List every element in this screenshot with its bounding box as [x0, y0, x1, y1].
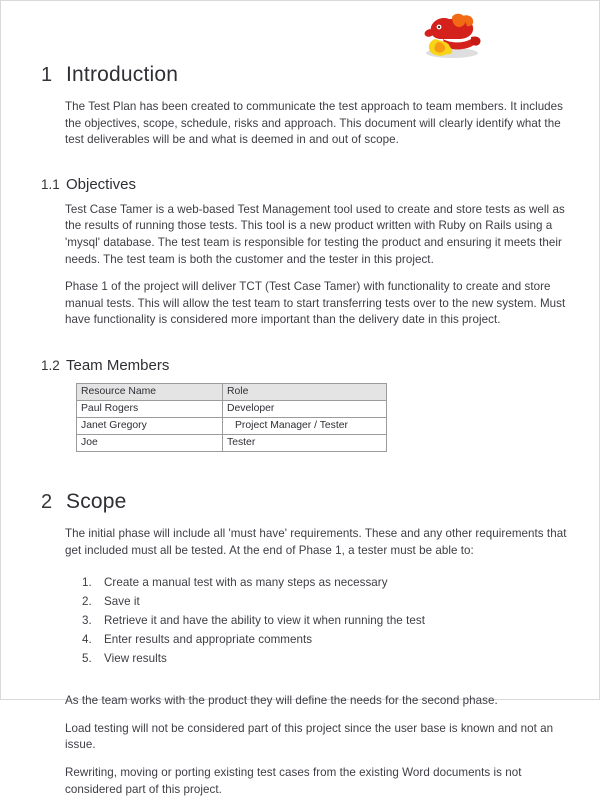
- list-item: Save it: [104, 595, 140, 609]
- paragraph: Phase 1 of the project will deliver TCT (Test Case Tamer) with functionality to create and store manual tests. This will allow the test team to start transferring tests over to the new system. Must have functionality is considered more important than the delivery date in this project.: [65, 280, 566, 327]
- list-item: Enter results and appropriate comments: [104, 633, 313, 647]
- team-members-table: [76, 383, 387, 452]
- table-column-header-role: Role: [223, 383, 387, 400]
- heading-text: Objectives: [66, 175, 137, 193]
- table-column-header-resource-name: Resource Name: [77, 383, 223, 400]
- table-row: [77, 434, 387, 451]
- heading-text: Scope: [66, 489, 127, 513]
- document-body: [41, 63, 569, 798]
- list-item: Retrieve it and have the ability to view it when running the test: [104, 614, 425, 628]
- heading-text: Introduction: [66, 63, 179, 86]
- heading-number: 1.2: [41, 357, 60, 373]
- section-introduction: [41, 63, 569, 149]
- table-row: [77, 400, 387, 417]
- introduction-text: [41, 99, 569, 149]
- paragraph: The initial phase will include all 'must have' requirements. These and any other requirements that get included must all be tested. At the end of Phase 1, a tester must be able to:: [65, 526, 567, 557]
- table-header-row: [77, 383, 387, 400]
- dragon-logo-icon: [419, 13, 485, 59]
- team-members-table-wrapper: [41, 383, 569, 452]
- scope-text: [41, 526, 569, 559]
- paragraph: As the team works with the product they will define the needs for the second phase.: [65, 694, 498, 708]
- heading-1-1-objectives: [41, 176, 569, 193]
- heading-number: 1: [41, 64, 53, 86]
- paragraph: Rewriting, moving or porting existing test cases from the existing Word documents is not considered part of this project.: [65, 765, 522, 796]
- table-cell-role: Project Manager / Tester: [223, 417, 387, 434]
- heading-number: 1.1: [41, 176, 60, 192]
- paragraph: Load testing will not be considered part of this project since the user base is known and not an issue.: [65, 721, 554, 752]
- table-row: [77, 417, 387, 434]
- list-item: Create a manual test with as many steps as necessary: [104, 576, 388, 590]
- heading-text: Team Members: [66, 356, 170, 374]
- list-item: View results: [104, 652, 167, 666]
- section-team-members: [41, 357, 569, 452]
- table-cell-resource-name: Janet Gregory: [77, 417, 223, 434]
- table-cell-role: Developer: [223, 400, 387, 417]
- table-cell-resource-name: Paul Rogers: [77, 400, 223, 417]
- heading-number: 2: [41, 490, 53, 513]
- paragraph: Test Case Tamer is a web-based Test Management tool used to create and store tests as well as the results of running those tests. This tool is a new product written with Ruby on Rails using a 'mysql' database. The test team is responsible for testing the product and ensuring it meets their needs. The test team is both the customer and the tester in this project.: [65, 202, 565, 266]
- paragraph: The Test Plan has been created to communicate the test approach to team members. It includes the objectives, scope, schedule, risks and approach. This document will clearly identify what the test deliverables will be and what is deemed in and out of scope.: [65, 100, 564, 147]
- scope-trailing-text: [41, 693, 569, 798]
- heading-1-introduction: [41, 63, 569, 87]
- section-scope: [41, 490, 569, 798]
- table-cell-resource-name: Joe: [77, 434, 223, 451]
- objectives-text: [41, 202, 569, 329]
- heading-1-2-team-members: [41, 357, 569, 374]
- table-cell-role: Tester: [223, 434, 387, 451]
- section-objectives: [41, 176, 569, 329]
- scope-requirements-list: [41, 573, 569, 668]
- heading-2-scope: [41, 490, 569, 514]
